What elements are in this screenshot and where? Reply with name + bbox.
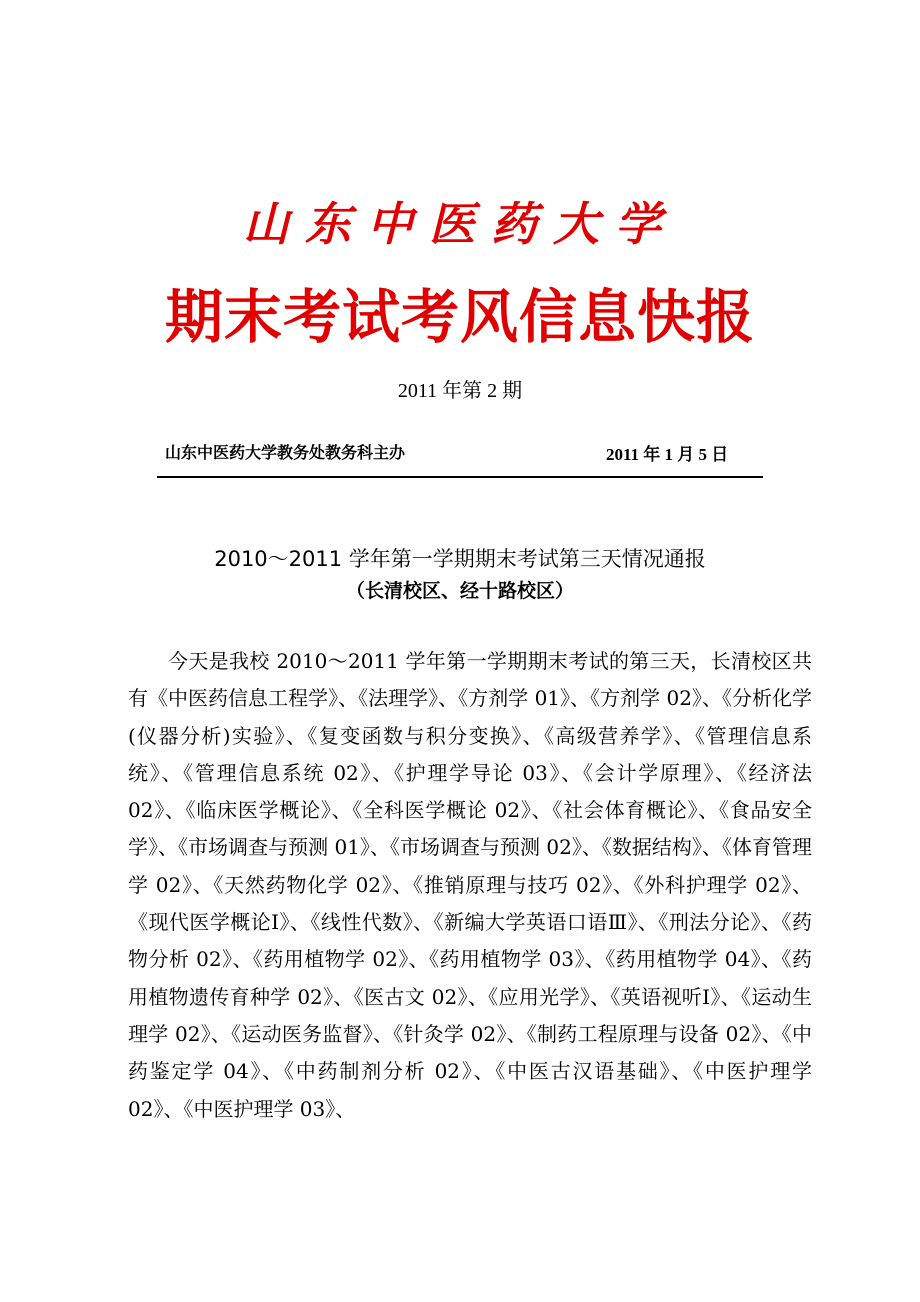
publish-date: 2011 年 1 月 5 日 <box>606 445 729 464</box>
header-divider <box>157 476 763 478</box>
article-subheading: （长清校区、经十路校区） <box>345 580 574 602</box>
organizer: 山东中医药大学教务处教务科主办 <box>165 443 406 462</box>
bulletin-title: 期末考试考风信息快报 <box>164 283 755 351</box>
article-heading: 2010～2011 学年第一学期期末考试第三天情况通报 <box>214 547 706 571</box>
article-body: 今天是我校 2010～2011 学年第一学期期末考试的第三天，长清校区共有《中医药信息工程学》、《法理学》、《方剂学 01》、《方剂学 02》、《分析化学(仪器分析)实验》、《复变函数与积分变换》、《高级营养学》、《管理信息系统》、《管理信息系统 02》、《护理学导论 03》、《会计学原理》、《经济法 02》、《临床医学概论》、《全科医学概论 02》、《社会体育概论》、《食品安全学》、《市场调查与预测 01》、《市场调查与预测 02》、《数据结构》、《体育管理学 02》、《天然药物化学 02》、《推销原理与技巧 02》、《外科护理学 02》、《现代医学概论Ⅰ》、《线性代数》、《新编大学英语口语Ⅲ》、《刑法分论》、《药物分析 02》、《药用植物学 02》、《药用植物学 03》、《药用植物学 04》、《药用植物遗传育种学 02》、《医古文 02》、《应用光学》、《英语视听Ⅰ》、《运动生理学 02》、《运动医务监督》、《针灸学 02》、《制药工程原理与设备 02》、《中药鉴定学 04》、《中药制剂分析 02》、《中医古汉语基础》、《中医护理学 02》、《中医护理学 03》、 <box>128 649 812 1121</box>
issue-number: 2011 年第 2 期 <box>397 380 523 402</box>
university-logo-text: 山东中医药大学 <box>243 197 677 251</box>
